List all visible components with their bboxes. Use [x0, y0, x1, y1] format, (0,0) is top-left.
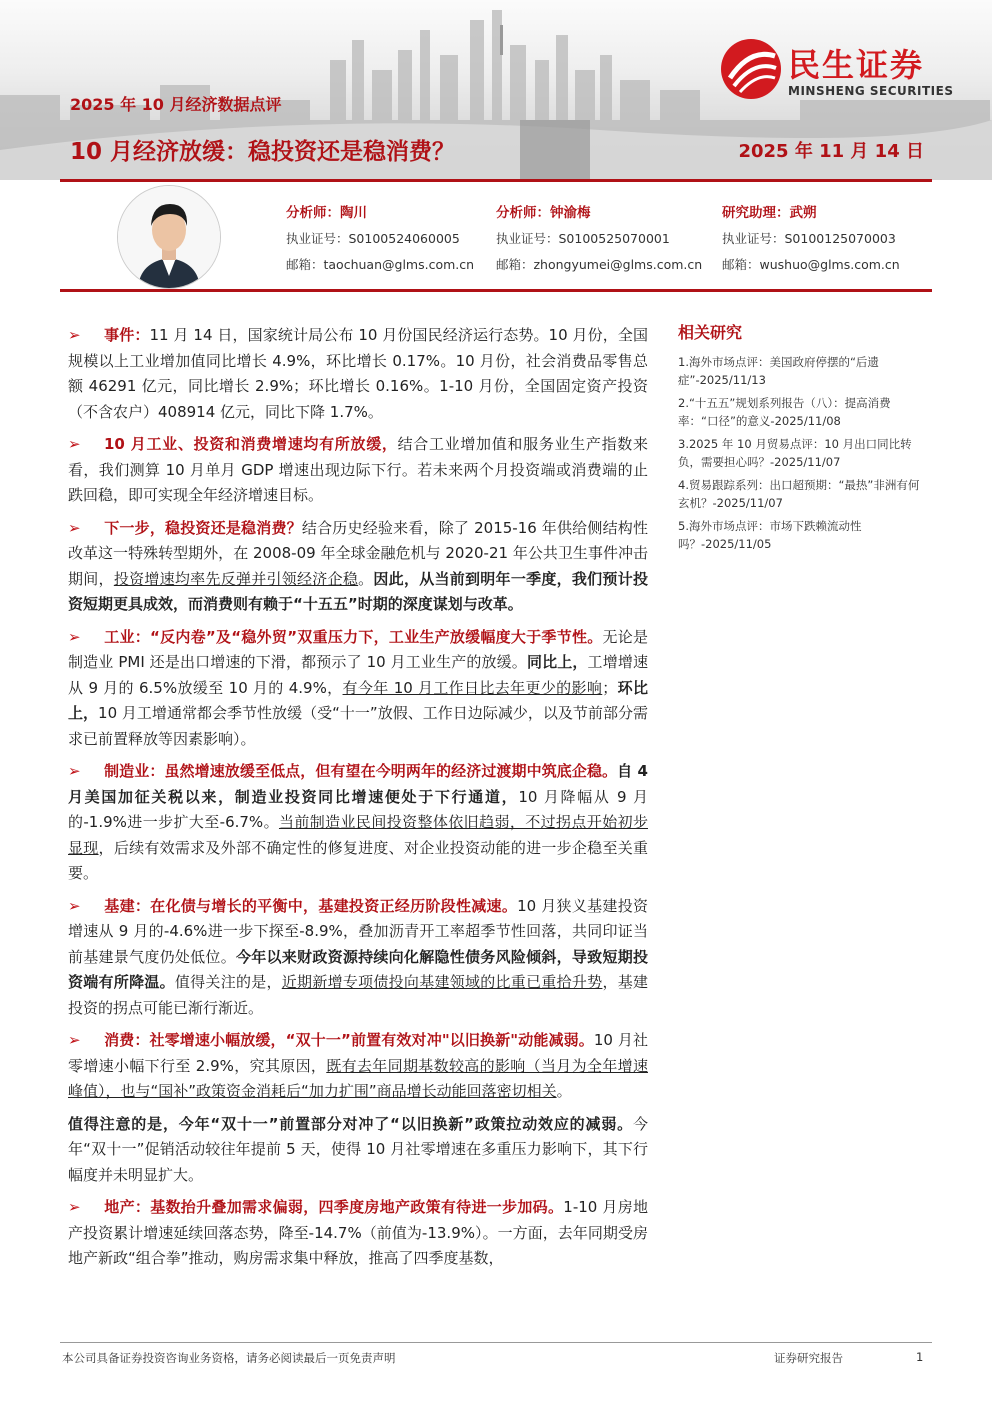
analyst-name: 分析师：钟渝梅: [496, 205, 591, 221]
logo-mark-icon: [720, 38, 782, 100]
related-research-item[interactable]: 1.海外市场点评：美国政府停摆的“后遗症”-2025/11/13: [678, 355, 879, 387]
bullet-arrow-icon: ➢: [68, 627, 81, 646]
analyst-license: 执业证号：S0100525070001: [496, 231, 670, 246]
bullet-arrow-icon: ➢: [68, 326, 81, 344]
analyst-card: [286, 200, 474, 278]
header-divider: [60, 179, 932, 182]
paragraph-consumption: ➢ 消费：社零增速小幅放缓，“双十一”前置有效对冲"以旧换新"动能减弱。10 月社零增速小幅下行至 2.9%，究其原因，既有去年同期基数较高的影响（当月为全年增速峰值），也与“国补”政策资金消耗后“加力扩围”商品增长动能回落密切相关。: [68, 1028, 648, 1105]
report-date: 2025 年 11 月 14 日: [738, 141, 924, 162]
paragraph-industry: ➢ 工业：“反内卷”及“稳外贸”双重压力下，工业生产放缓幅度大于季节性。无论是制造业 PMI 还是出口增速的下滑，都预示了 10 月工业生产的放缓。同比上，工增增速从 9 月的 6.5%放缓至 10 月的 4.9%，有今年 10 月工作日比去年更少的影响；环比上，10 月工增通常都会季节性放缓（受“十一”放假、工作日边际减少，以及节前部分需求已前置释放等因素影响）。: [68, 625, 648, 753]
bullet-arrow-icon: ➢: [68, 518, 81, 537]
logo-english-name: MINSHENG SECURITIES: [788, 84, 954, 98]
bullet-arrow-icon: ➢: [68, 1031, 81, 1049]
analyst-divider: [60, 289, 932, 292]
paragraph-overview: ➢ 10 月工业、投资和消费增速均有所放缓，结合工业增加值和服务业生产指数来看，我们测算 10 月单月 GDP 增速出现边际下行。若未来两个月投资端或消费端的止跌回稳，即可实现全年经济增速目标。: [68, 432, 648, 509]
paragraph-next-step: ➢ 下一步，稳投资还是稳消费？结合历史经验来看，除了 2015-16 年供给侧结构性改革这一特殊转型期外，在 2008-09 年全球金融危机与 2020-21 年公共卫生事件冲击期间，投资增速均率先反弹并引领经济企稳。因此，从当前到明年一季度，我们预计投资短期更具成效，而消费则有赖于“十五五”时期的深度谋划与改革。: [68, 516, 648, 618]
bullet-arrow-icon: ➢: [68, 896, 81, 915]
analyst-license: 执业证号：S0100524060005: [286, 231, 460, 246]
paragraph-event: ➢ 事件：11 月 14 日，国家统计局公布 10 月份国民经济运行态势。10 月份，全国规模以上工业增加值同比增长 4.9%，环比增长 0.17%。10 月份，社会消费品零售总额 46291 亿元，同比增长 2.9%；环比增长 0.16%。1-10 月份，全国固定资产投资（不含农户）408914 亿元，同比下降 1.7%。: [68, 323, 648, 425]
report-title: 10 月经济放缓：稳投资还是稳消费？: [70, 139, 456, 165]
related-research: [678, 320, 930, 558]
related-research-item[interactable]: 2.“十五五”规划系列报告（八）：提高消费率：“口径”的意义-2025/11/08: [678, 396, 891, 428]
related-research-item[interactable]: 5.海外市场点评：市场下跌赖流动性吗？-2025/11/05: [678, 519, 862, 551]
paragraph-manufacturing: ➢ 制造业：虽然增速放缓至低点，但有望在今明两年的经济过渡期中筑底企稳。自 4 月美国加征关税以来，制造业投资同比增速便处于下行通道，10 月降幅从 9 月的-1.9%进一步扩大至-6.7%。当前制造业民间投资整体依旧趋弱，不过拐点开始初步显现，后续有效需求及外部不确定性的修复进度、对企业投资动能的进一步企稳至关重要。: [68, 759, 648, 887]
report-series-title: 2025 年 10 月经济数据点评: [70, 95, 282, 114]
paragraph-infrastructure: ➢ 基建：在化债与增长的平衡中，基建投资正经历阶段性减速。10 月狭义基建投资增速从 9 月的-4.6%进一步下探至-8.9%，叠加沥青开工率超季节性回落，共同印证当前基建景气度仍处低位。今年以来财政资源持续向化解隐性债务风险倾斜，导致短期投资端有所降温。值得关注的是，近期新增专项债投向基建领域的比重已重拾升势，基建投资的拐点可能已渐行渐近。: [68, 894, 648, 1022]
header-banner: [0, 0, 992, 180]
analyst-license: 执业证号：S0100125070003: [722, 231, 896, 246]
footer-divider: [60, 1342, 932, 1343]
analyst-email[interactable]: 邮箱：wushuo@glms.com.cn: [722, 257, 900, 272]
report-body: [68, 323, 648, 1279]
analyst-email[interactable]: 邮箱：zhongyumei@glms.com.cn: [496, 257, 703, 272]
analyst-name: 研究助理：武朔: [722, 205, 817, 221]
related-research-item[interactable]: 4.贸易跟踪系列：出口超预期：“最热”非洲有何玄机？-2025/11/07: [678, 478, 920, 510]
analyst-name: 分析师：陶川: [286, 205, 367, 221]
bullet-arrow-icon: ➢: [68, 762, 81, 780]
page-number: 1: [916, 1350, 924, 1364]
analyst-card: [496, 200, 702, 278]
paragraph-real-estate: ➢ 地产：基数抬升叠加需求偏弱，四季度房地产政策有待进一步加码。1-10 月房地产投资累计增速延续回落态势，降至-14.7%（前值为-13.9%）。一方面，去年同期受房地产新政“组合拳”推动，购房需求集中释放，推高了四季度基数，: [68, 1195, 648, 1272]
footer-disclaimer: 本公司具备证券投资咨询业务资格，请务必阅读最后一页免责声明: [62, 1351, 396, 1365]
analyst-card: [722, 200, 900, 278]
bullet-arrow-icon: ➢: [68, 435, 81, 453]
related-research-title: 相关研究: [678, 323, 743, 342]
minsheng-logo: [720, 36, 970, 106]
paragraph-double-eleven: 值得注意的是，今年“双十一”前置部分对冲了“以旧换新”政策拉动效应的减弱。今年“双十一”促销活动较往年提前 5 天，使得 10 月社零增速在多重压力影响下，其下行幅度并未明显扩大。: [68, 1114, 648, 1184]
analyst-email[interactable]: 邮箱：taochuan@glms.com.cn: [286, 257, 475, 272]
bullet-arrow-icon: ➢: [68, 1198, 81, 1216]
related-research-item[interactable]: 3.2025 年 10 月贸易点评：10 月出口同比转负，需要担心吗？-2025/11/07: [678, 437, 912, 469]
analyst-photo: [117, 185, 221, 289]
footer-report-type: 证券研究报告: [774, 1351, 843, 1365]
logo-chinese-name: 民生证券: [788, 46, 925, 84]
